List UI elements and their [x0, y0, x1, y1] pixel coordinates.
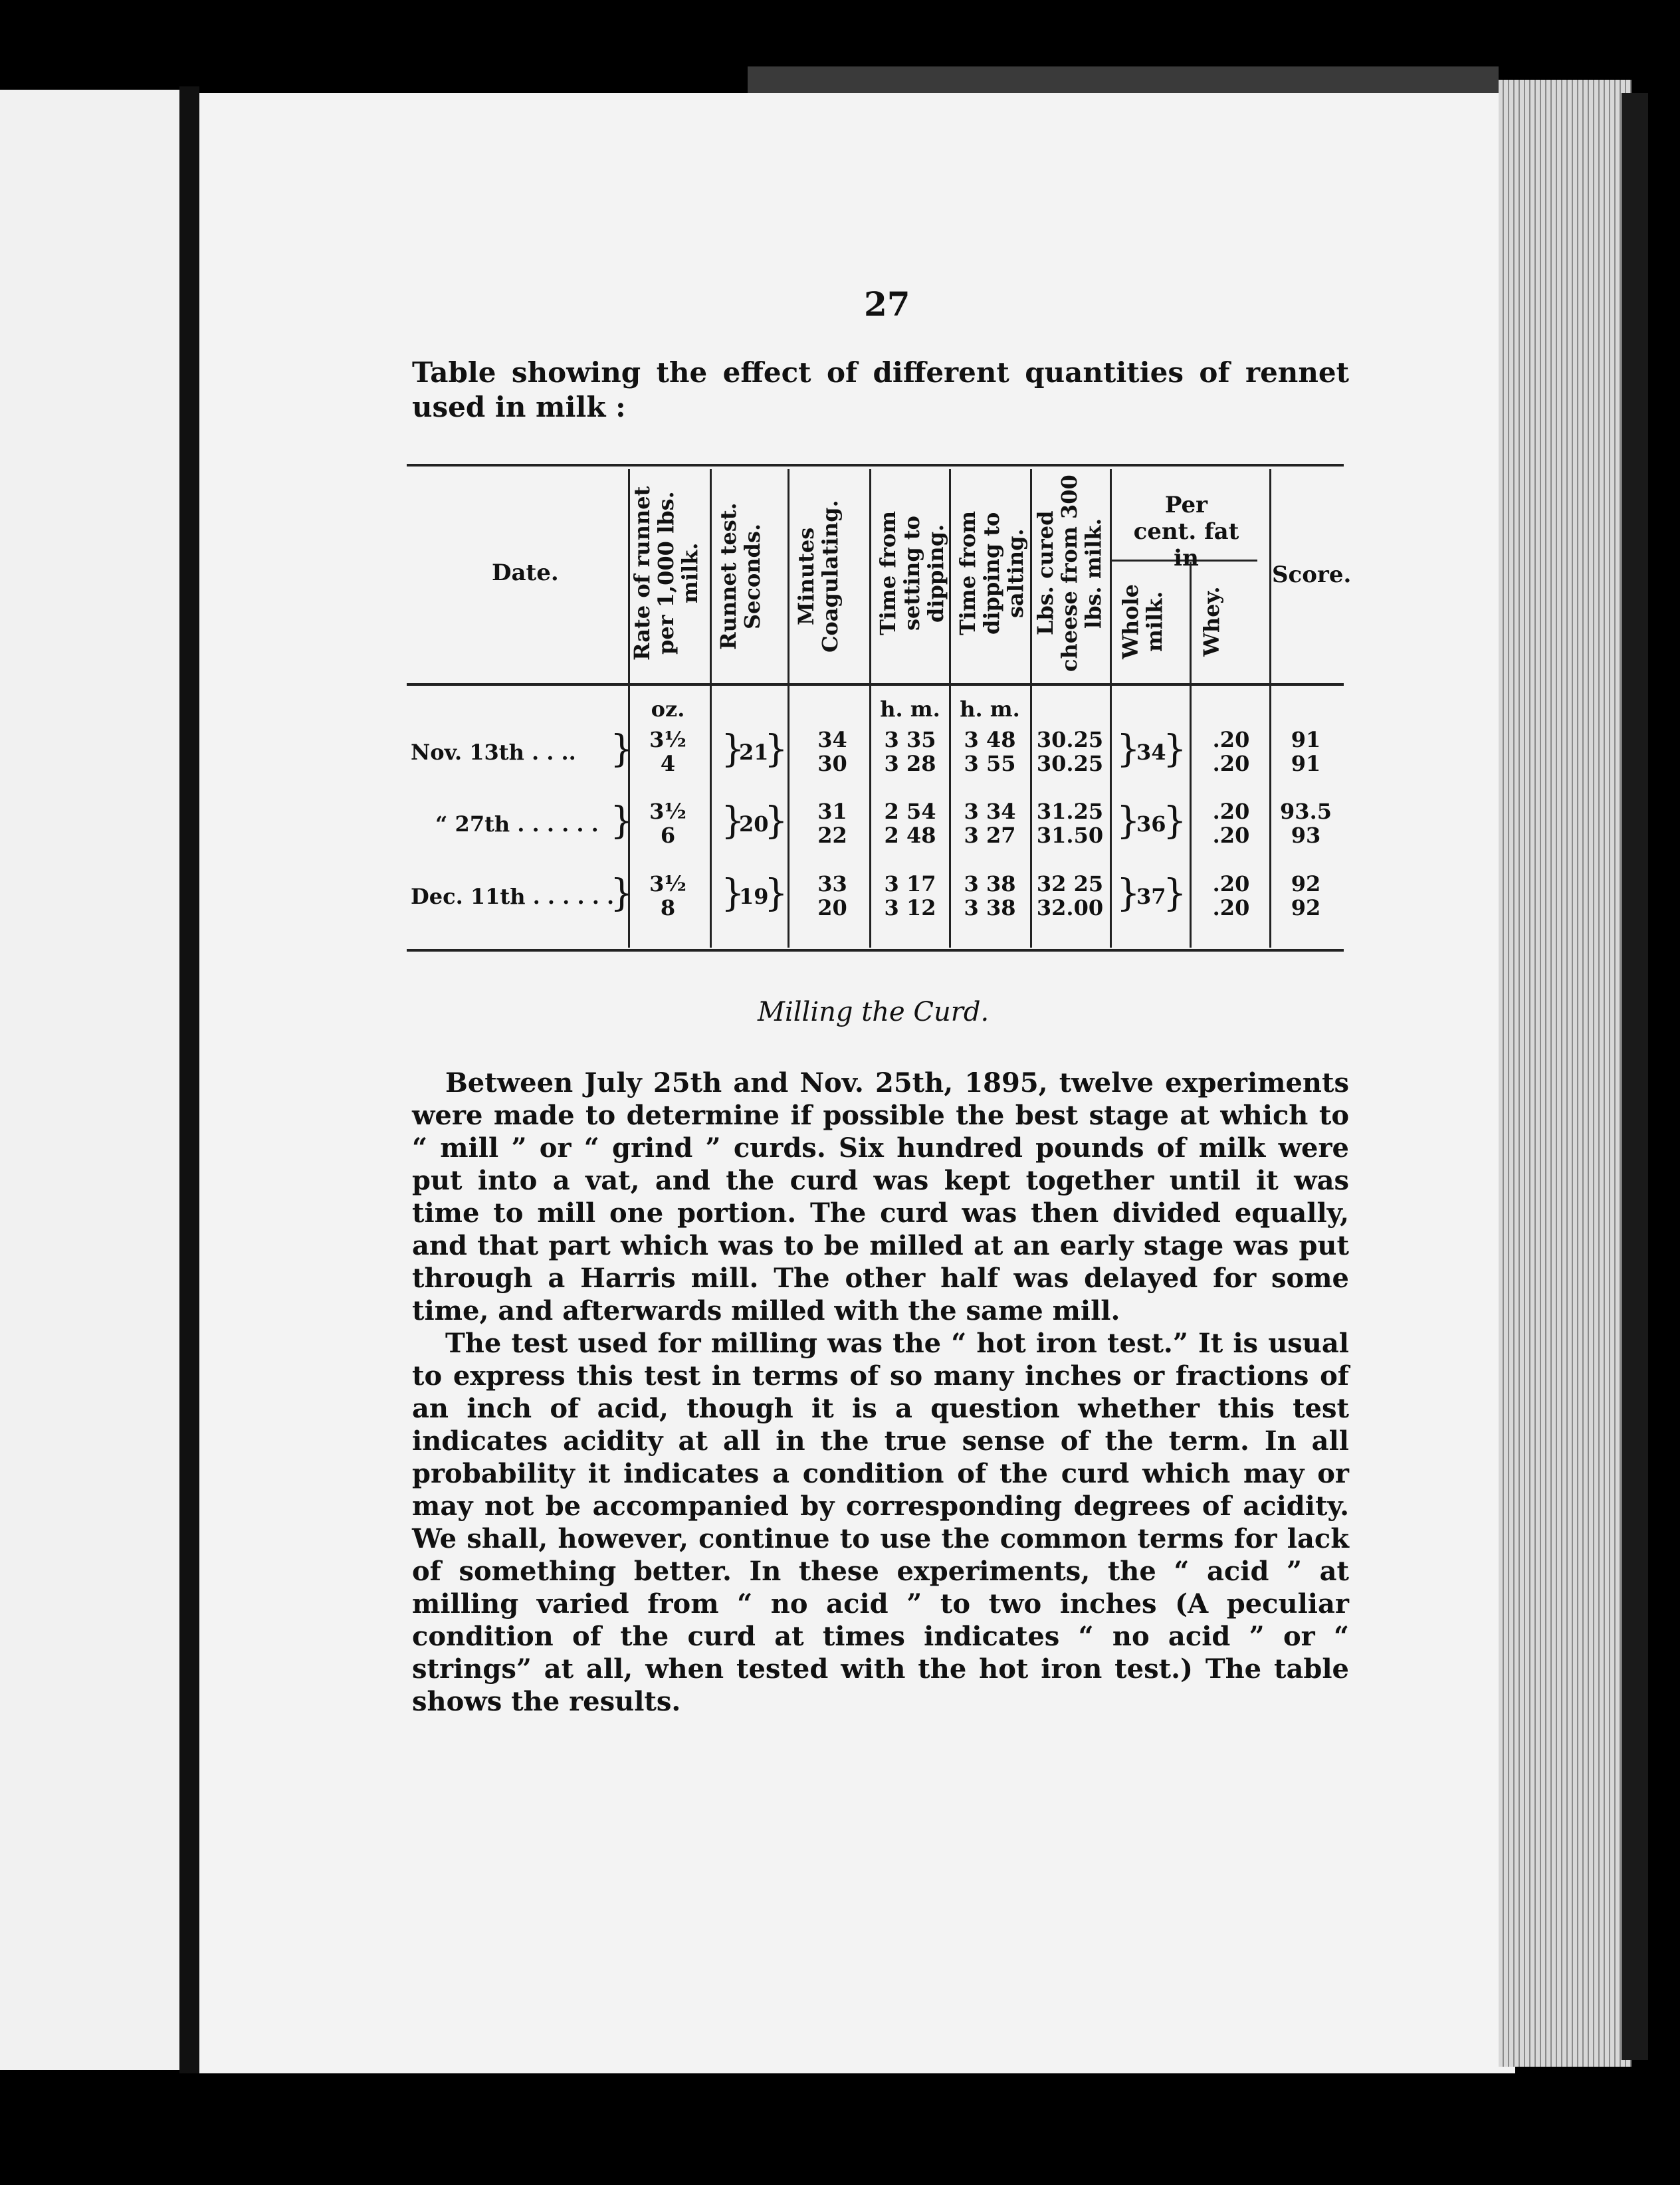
table-bottom-rule — [407, 949, 1344, 952]
score-value: 93 — [1291, 823, 1321, 848]
whey-value: .20 — [1212, 727, 1250, 752]
score-value: 91 — [1291, 727, 1321, 752]
dipping-value: 2 54 — [884, 799, 936, 824]
salting-value: 3 34 — [964, 799, 1016, 824]
whole-milk-value: 36 — [1136, 811, 1166, 837]
dipping-value: 3 12 — [884, 895, 936, 920]
runnet-value: 20 — [739, 811, 769, 837]
cheese-value: 30.25 — [1036, 751, 1104, 776]
minutes-value: 34 — [817, 727, 847, 752]
score-value: 93.5 — [1280, 799, 1332, 824]
whey-value: .20 — [1212, 895, 1250, 920]
scan-shadow — [748, 66, 1499, 96]
column-divider — [949, 469, 951, 948]
book-gutter — [179, 86, 199, 2073]
score-value: 92 — [1291, 871, 1321, 896]
whole-milk-value: 34 — [1136, 740, 1166, 765]
brace: } — [610, 728, 634, 771]
score-header: Score. — [1272, 562, 1352, 588]
cheese-value: 32.00 — [1036, 895, 1104, 920]
brace: } — [1116, 799, 1140, 843]
page-number: 27 — [864, 284, 910, 324]
dipping-value: 2 48 — [884, 823, 936, 848]
column-divider — [1030, 469, 1032, 948]
rate-value: 3½ — [649, 799, 686, 824]
brace: } — [1116, 872, 1140, 915]
whey-value: .20 — [1212, 799, 1250, 824]
paragraph: Between July 25th and Nov. 25th, 1895, twelve experiments were made to determine if possible the best stage at which to “ mill ” or “ grind ” curds. Six hundred pounds of milk were put into a vat, and the curd was kept together until it was time to mill one portion. The curd was then divided equally, and that part which was to be milled at an early stage was put through a Harris mill. The other half was delayed for some time, and afterwards milled with the same mill. — [412, 1067, 1349, 1326]
unit-hm: h. m. — [960, 696, 1020, 722]
salting-value: 3 38 — [964, 895, 1016, 920]
minutes-value: 31 — [817, 799, 847, 824]
rate-value: 4 — [660, 751, 676, 776]
body-text — [412, 1067, 1349, 1718]
unit-hm: h. m. — [880, 696, 940, 722]
column-divider — [1110, 469, 1112, 948]
cheese-value: 31.25 — [1036, 799, 1104, 824]
rate-header: Rate of runnet per 1,000 lbs. milk. — [629, 486, 702, 661]
whey-value: .20 — [1212, 823, 1250, 848]
salting-value: 3 55 — [964, 751, 1016, 776]
minutes-value: 33 — [817, 871, 847, 896]
brace: } — [610, 872, 634, 915]
cheese-value: 32 25 — [1036, 871, 1104, 896]
header-bottom-rule — [407, 683, 1344, 686]
brace: } — [721, 872, 745, 915]
brace: } — [1163, 872, 1187, 915]
score-value: 91 — [1291, 751, 1321, 776]
dipping-value: 3 35 — [884, 727, 936, 752]
salting-value: 3 38 — [964, 871, 1016, 896]
whey-header: Whey. — [1199, 586, 1224, 657]
dipping-value: 3 28 — [884, 751, 936, 776]
score-value: 92 — [1291, 895, 1321, 920]
whey-value: .20 — [1212, 751, 1250, 776]
minutes-value: 22 — [817, 823, 847, 848]
runnet-test-header: Runnet test. Seconds. — [716, 502, 765, 651]
dipping-value: 3 17 — [884, 871, 936, 896]
date-header: Date. — [492, 560, 559, 586]
rate-value: 8 — [660, 895, 676, 920]
column-divider — [1269, 469, 1271, 948]
row-date: Dec. 11th . . . . . . — [411, 884, 615, 909]
minutes-value: 20 — [817, 895, 847, 920]
cheese-value: 30.25 — [1036, 727, 1104, 752]
brace: } — [1116, 728, 1140, 771]
brace: } — [764, 728, 788, 771]
brace: } — [764, 872, 788, 915]
cheese-header: Lbs. cured cheese from 300 lbs. milk. — [1033, 474, 1106, 672]
runnet-value: 19 — [739, 884, 769, 909]
salting-value: 3 27 — [964, 823, 1016, 848]
whey-value: .20 — [1212, 871, 1250, 896]
runnet-value: 21 — [739, 740, 769, 765]
salting-value: 3 48 — [964, 727, 1016, 752]
brace: } — [1163, 728, 1187, 771]
left-page-edge — [0, 90, 179, 2070]
row-date: Nov. 13th . . .. — [411, 740, 576, 765]
column-divider — [869, 469, 871, 948]
dipping-header: Time from setting to dipping. — [875, 510, 948, 636]
row-date: “ 27th . . . . . . — [435, 811, 599, 837]
unit-oz: oz. — [651, 696, 685, 722]
table-top-rule — [407, 464, 1344, 467]
rate-value: 6 — [660, 823, 676, 848]
brace: } — [764, 799, 788, 843]
brace: } — [1163, 799, 1187, 843]
book-cover-edge — [1622, 93, 1648, 2060]
minutes-value: 30 — [817, 751, 847, 776]
whole-milk-value: 37 — [1136, 884, 1166, 909]
brace: } — [721, 799, 745, 843]
column-divider — [710, 469, 712, 948]
salting-header: Time from dipping to salting. — [955, 510, 1028, 636]
rate-value: 3½ — [649, 727, 686, 752]
column-divider — [1190, 562, 1192, 948]
page-stack-edges — [1499, 80, 1631, 2067]
minutes-header: Minutes Coagulating. — [793, 500, 843, 653]
brace: } — [610, 799, 634, 843]
per-cent-header: Per cent. fat in — [1133, 492, 1239, 572]
cheese-value: 31.50 — [1036, 823, 1104, 848]
paragraph: The test used for milling was the “ hot iron test.” It is usual to express this test in terms of so many inches or fractions of an inch of acid, though it is a question whether this test indicates acidity at all in the true sense of the term. In all probability it indicates a condition of the curd which may or may not be accompanied by corresponding degrees of acidity. We shall, however, continue to use the common terms for lack of something better. In these experiments, the “ acid ” at milling varied from “ no acid ” to two inches (A peculiar condition of the curd at times indicates “ no acid ” or “ strings” at all, when tested with the hot iron test.) The table shows the results. — [412, 1328, 1349, 1717]
brace: } — [721, 728, 745, 771]
rate-value: 3½ — [649, 871, 686, 896]
whole-milk-header: Whole milk. — [1118, 583, 1167, 659]
table-caption: Table showing the effect of different quantities of rennet used in milk : — [412, 356, 1349, 423]
section-heading: Milling the Curd. — [758, 997, 990, 1027]
